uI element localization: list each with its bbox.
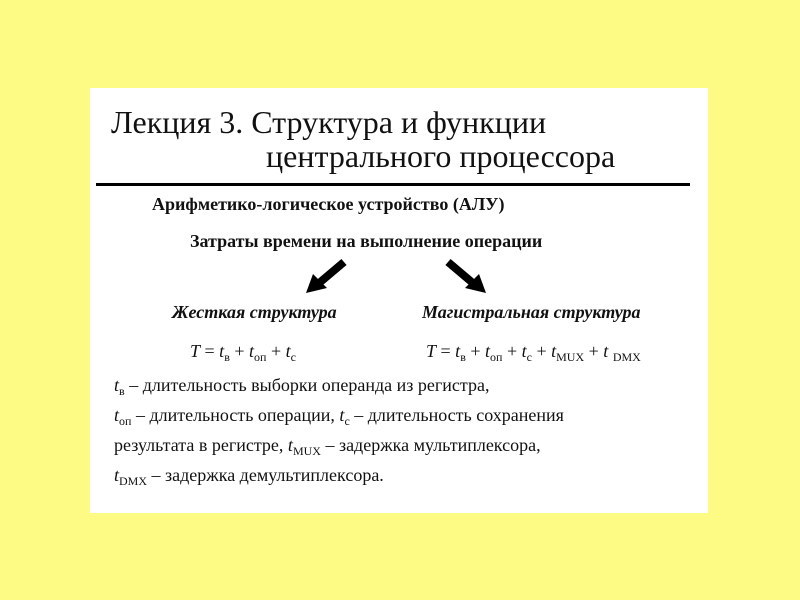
arrow-down-left-icon bbox=[304, 257, 350, 295]
description-line-2: $t_{оп}$ – длительность операции, $t_с$ – длительность сохранения bbox=[114, 405, 564, 428]
title-line-1: Лекция 3. Структура и функции bbox=[111, 104, 547, 140]
description-line-4: $t_{DMX}$ – задержка демультиплексора. bbox=[114, 465, 384, 488]
description-line-3: результата в регистре, $t_{MUX}$ – задержка мультиплексора, bbox=[114, 435, 541, 458]
column-heading-rigid: Жесткая структура bbox=[172, 302, 337, 322]
column-heading-bus: Магистральная структура bbox=[422, 302, 641, 322]
title-line-2: центрального процессора bbox=[266, 138, 616, 174]
arrow-down-right-icon bbox=[442, 257, 488, 295]
formula-rigid: $T = t_в + t_{оп} + t_с$ bbox=[190, 341, 296, 364]
formula-bus: $T = t_в + t_{оп} + t_с + t_{MUX} + t$ $_{DMX}$ bbox=[426, 341, 641, 364]
slide bbox=[90, 88, 708, 513]
title-divider bbox=[96, 183, 690, 186]
subtitle: Арифметико-логическое устройство (АЛУ) bbox=[152, 194, 505, 214]
section-heading: Затраты времени на выполнение операции bbox=[190, 231, 543, 251]
description-line-1: $t_в$ – длительность выборки операнда из регистра, bbox=[114, 375, 490, 398]
